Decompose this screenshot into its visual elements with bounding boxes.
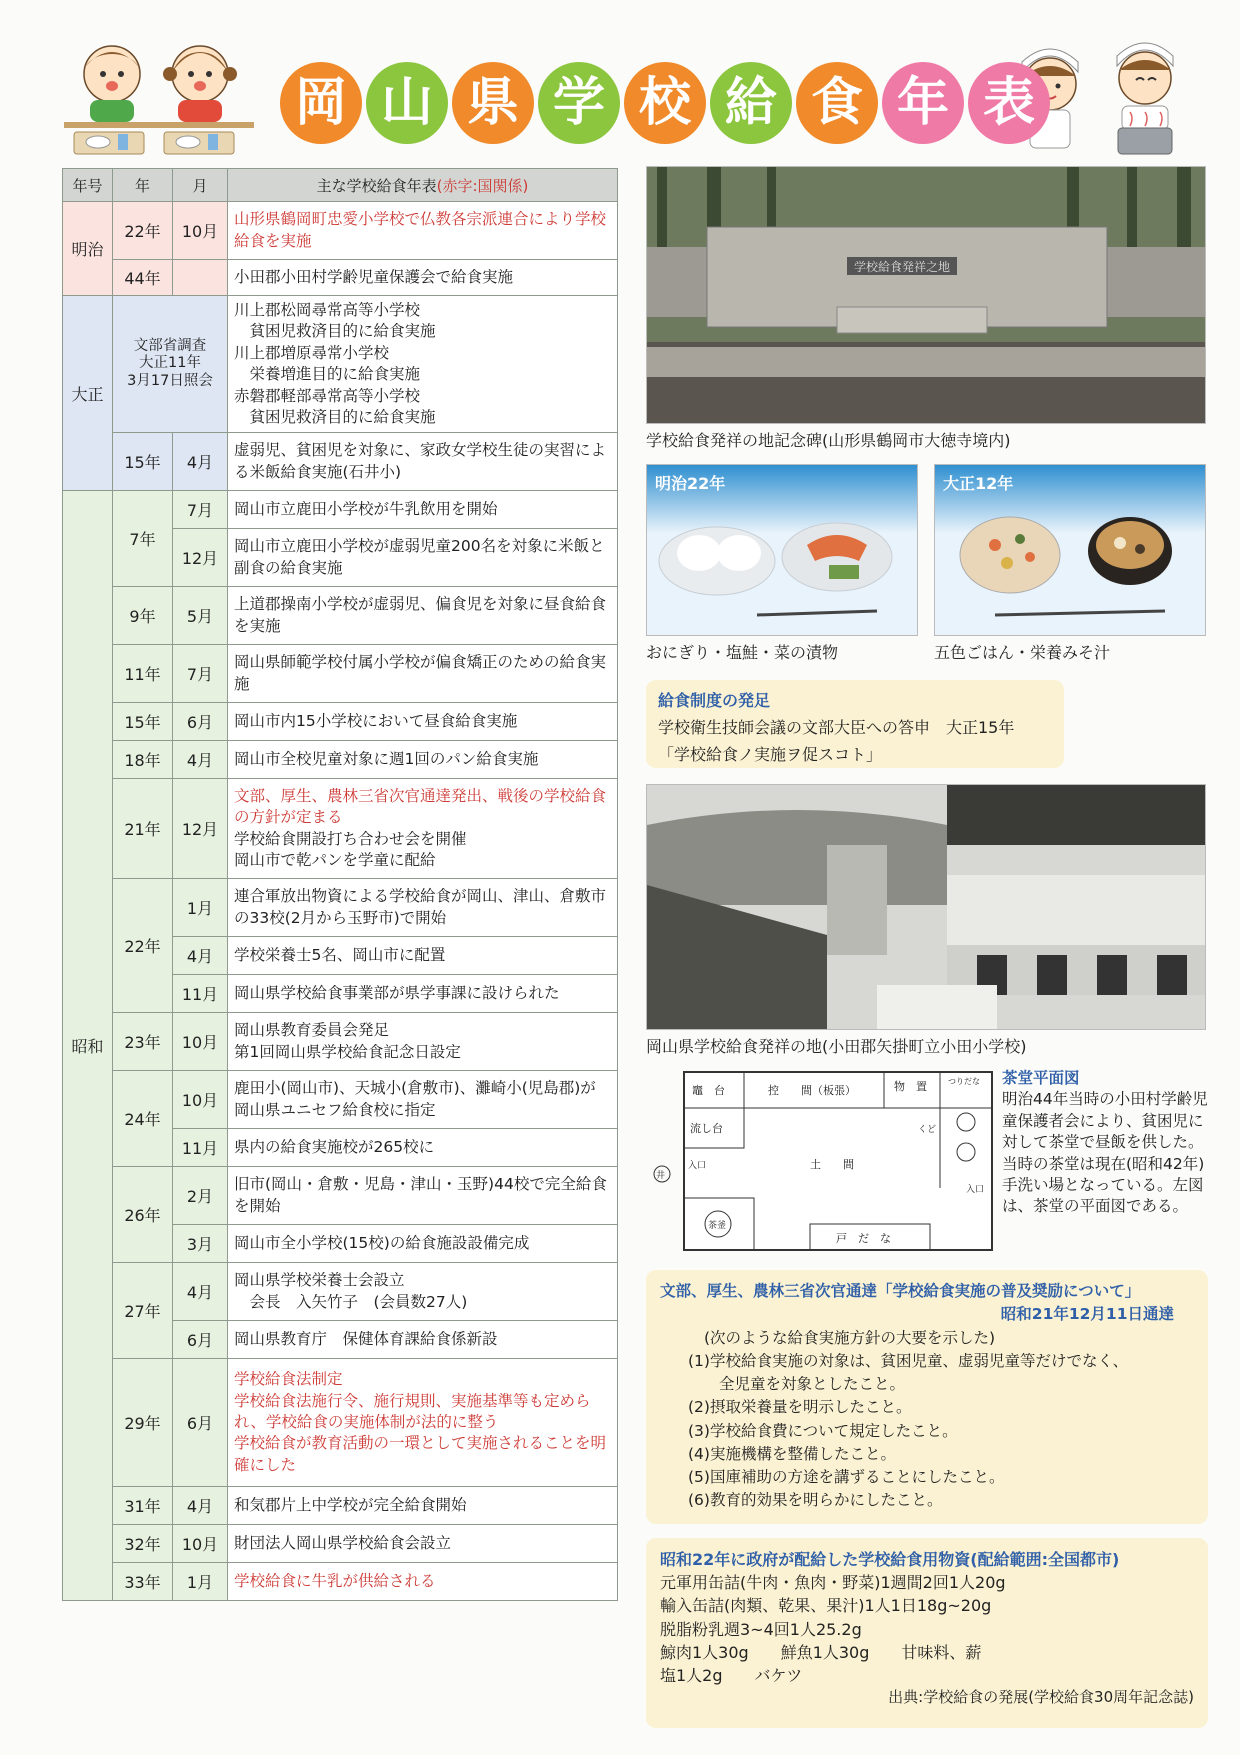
title-char: 岡 [280, 62, 362, 144]
oda-school-caption: 岡山県学校給食発祥の地(小田郡矢掛町立小田小学校) [646, 1037, 1027, 1056]
month-cell: 3月 [173, 1225, 228, 1263]
table-row [63, 202, 618, 260]
plan-entrance-right-label: 入口 [966, 1185, 985, 1195]
plan-room-label: 控 間（板張） [768, 1084, 856, 1097]
month-cell: 6月 [173, 1321, 228, 1359]
monument-photo [646, 166, 1206, 424]
tea-house-description [1002, 1068, 1208, 1218]
list-item: 脱脂粉乳週3~4回1人25.2g [660, 1619, 862, 1639]
monument-plaque-text: 学校給食発祥之地 [853, 260, 951, 274]
month-cell: 11月 [173, 975, 228, 1013]
title-char: 学 [538, 62, 620, 144]
system-start-heading: 給食制度の発足 [658, 691, 771, 710]
ministry-notice-intro: (次のような給食実施方針の大要を示した) [704, 1328, 996, 1347]
month-cell: 4月 [173, 1263, 228, 1321]
table-row [63, 879, 618, 937]
month-cell: 10月 [173, 1525, 228, 1563]
event-cell: 連合軍放出物資による学校給食が岡山、津山、倉敷市の33校(2月から玉野市)で開始 [228, 879, 618, 937]
year-cell: 23年 [113, 1013, 173, 1071]
table-row [63, 433, 618, 491]
supplies-heading: 昭和22年に政府が配給した学校給食用物資(配給範囲:全国都市) [660, 1550, 1120, 1569]
table-row [63, 703, 618, 741]
month-cell: 5月 [173, 587, 228, 645]
tea-house-text: 明治44年当時の小田村学齢児童保護者会により、貧困児に対して茶堂で昼飯を供した。当時の茶堂は現在(昭和42年)手洗い場となっている。左図は、茶堂の平面図である。 [1002, 1090, 1208, 1216]
system-start-box [646, 680, 1064, 768]
event-cell: 上道郡操南小学校が虚弱児、偏食児を対象に昼食給食を実施 [228, 587, 618, 645]
taisho-meal-photo [934, 464, 1206, 636]
plan-door-label: 戸 だ な [836, 1232, 891, 1245]
year-cell: 7年 [113, 491, 173, 587]
event-cell: 学校給食法制定 学校給食法施行令、施行規則、実施基準等も定められ、学校給食の実施体制が法的に整う 学校給食が教育活動の一環として実施されることを明確にした [228, 1359, 618, 1487]
list-item: 塩1人2g バケツ [660, 1665, 803, 1685]
year-cell: 27年 [113, 1263, 173, 1359]
page-title [280, 62, 1050, 146]
table-row [63, 779, 618, 879]
meiji-tag: 明治22年 [655, 474, 726, 493]
header-era: 年号 [63, 169, 113, 202]
event-cell: 岡山県師範学校付属小学校が偏食矯正のための給食実施 [228, 645, 618, 703]
supplies-source: 出典:学校給食の発展(学校給食30周年記念誌) [888, 1688, 1194, 1707]
survey-cell: 文部省調査 大正11年 3月17日照会 [113, 296, 228, 433]
event-cell: 岡山県学校給食事業部が県学事課に設けられた [228, 975, 618, 1013]
event-cell: 岡山市全小学校(15校)の給食施設設備完成 [228, 1225, 618, 1263]
event-cell: 岡山市立鹿田小学校が虚弱児童200名を対象に米飯と副食の給食実施 [228, 529, 618, 587]
event-cell: 岡山県教育庁 保健体育課給食係新設 [228, 1321, 618, 1359]
list-item: (5)国庫補助の方途を講ずることにしたこと。 [688, 1468, 1005, 1486]
month-cell: 7月 [173, 645, 228, 703]
plan-earth-label: 土 間 [810, 1158, 854, 1171]
event-cell: 岡山市全校児童対象に週1回のパン給食実施 [228, 741, 618, 779]
timeline-table [62, 168, 618, 1601]
ministry-notice-date: 昭和21年12月11日通達 [1000, 1305, 1174, 1324]
table-row [63, 1071, 618, 1129]
ministry-notice-heading: 文部、厚生、農林三省次官通達「学校給食実施の普及奨励について」 [660, 1282, 1141, 1300]
year-cell: 15年 [113, 703, 173, 741]
children-eating-illustration [60, 38, 260, 156]
plan-entrance-left-label: 入口 [688, 1161, 707, 1171]
table-row [63, 1563, 618, 1601]
month-cell: 10月 [173, 1071, 228, 1129]
event-cell: 財団法人岡山県学校給食会設立 [228, 1525, 618, 1563]
title-char: 山 [366, 62, 448, 144]
event-cell [228, 779, 618, 879]
table-header-row [63, 169, 618, 202]
month-cell: 11月 [173, 1129, 228, 1167]
title-char: 年 [882, 62, 964, 144]
event-cell: 旧市(岡山・倉敷・児島・津山・玉野)44校で完全給食を開始 [228, 1167, 618, 1225]
year-cell: 33年 [113, 1563, 173, 1601]
plan-cauldron-label: 茶釜 [708, 1221, 727, 1231]
year-cell: 18年 [113, 741, 173, 779]
table-row [63, 1487, 618, 1525]
year-cell: 31年 [113, 1487, 173, 1525]
list-item: (2)摂取栄養量を明示したこと。 [688, 1398, 912, 1417]
event-cell: 鹿田小(岡山市)、天城小(倉敷市)、灘崎小(児島郡)が岡山県ユニセフ給食校に指定 [228, 1071, 618, 1129]
meiji-meal-photo [646, 464, 918, 636]
table-row [63, 296, 618, 433]
year-cell: 22年 [113, 879, 173, 1013]
header-event: 主な学校給食年表(赤字:国関係) [228, 169, 618, 202]
oda-school-photo [646, 784, 1206, 1030]
floor-plan [650, 1068, 996, 1258]
month-cell: 4月 [173, 1487, 228, 1525]
title-char: 県 [452, 62, 534, 144]
header-month: 月 [173, 169, 228, 202]
table-row [63, 1167, 618, 1225]
plan-cupboard-label: くど [918, 1125, 937, 1135]
event-cell: 小田郡小田村学齢児童保護会で給食実施 [228, 260, 618, 296]
month-cell: 12月 [173, 529, 228, 587]
list-item: (3)学校給食費について規定したこと。 [688, 1421, 958, 1440]
monument-caption: 学校給食発祥の地記念碑(山形県鶴岡市大徳寺境内) [646, 431, 1011, 450]
month-cell: 10月 [173, 202, 228, 260]
table-row [63, 1359, 618, 1487]
ministry-notice-list [660, 1350, 1194, 1513]
list-item: (1)学校給食実施の対象は、貧困児童、虚弱児童等だけでなく、 [688, 1351, 1129, 1370]
title-char: 給 [710, 62, 792, 144]
year-cell: 29年 [113, 1359, 173, 1487]
plan-well-label: 井 [656, 1171, 666, 1181]
table-row [63, 1525, 618, 1563]
list-item: 元軍用缶詰(牛肉・魚肉・野菜)1週間2回1人20g [660, 1573, 1006, 1593]
supplies-box [646, 1538, 1208, 1728]
month-cell: 1月 [173, 1563, 228, 1601]
year-cell: 24年 [113, 1071, 173, 1167]
plan-hearth-label: 竈 台 [692, 1084, 725, 1097]
event-text-red: 文部、厚生、農林三省次官通達発出、戦後の学校給食の方針が定まる [234, 787, 607, 827]
month-cell: 1月 [173, 879, 228, 937]
month-cell: 4月 [173, 937, 228, 975]
year-cell: 9年 [113, 587, 173, 645]
event-cell: 岡山市立鹿田小学校が牛乳飲用を開始 [228, 491, 618, 529]
title-char: 食 [796, 62, 878, 144]
plan-shelf-label: つりだな [948, 1077, 980, 1086]
year-cell: 26年 [113, 1167, 173, 1263]
taisho-tag: 大正12年 [943, 474, 1014, 493]
table-row [63, 260, 618, 296]
tea-house-heading: 茶堂平面図 [1002, 1069, 1080, 1087]
ministry-notice-box [646, 1270, 1208, 1524]
event-cell: 学校栄養士5名、岡山市に配置 [228, 937, 618, 975]
list-item: 鯨肉1人30g 鮮魚1人30g 甘味料、薪 [660, 1642, 982, 1662]
month-cell: 10月 [173, 1013, 228, 1071]
table-row [63, 491, 618, 529]
month-cell: 2月 [173, 1167, 228, 1225]
event-cell: 川上郡松岡尋常高等小学校 貧困児救済目的に給食実施 川上郡増原尋常小学校 栄養増進目的に給食実施 赤磐郡軽部尋常高等小学校 貧困児救済目的に給食実施 [228, 296, 618, 433]
era-showa: 昭和 [63, 491, 113, 1601]
plan-storage-label: 物 置 [894, 1080, 927, 1093]
event-cell: 学校給食に牛乳が供給される [228, 1563, 618, 1601]
month-cell: 7月 [173, 491, 228, 529]
year-cell: 44年 [113, 260, 173, 296]
year-cell: 15年 [113, 433, 173, 491]
table-row [63, 741, 618, 779]
event-cell: 岡山県学校栄養士会設立 会長 入矢竹子 (会員数27人) [228, 1263, 618, 1321]
header-year: 年 [113, 169, 173, 202]
event-cell: 山形県鶴岡町忠愛小学校で仏教各宗派連合により学校給食を実施 [228, 202, 618, 260]
list-item: (6)教育的効果を明らかにしたこと。 [688, 1491, 943, 1510]
table-row [63, 587, 618, 645]
year-cell: 22年 [113, 202, 173, 260]
event-text: 学校給食開設打ち合わせ会を開催 岡山市で乾パンを学童に配給 [234, 829, 467, 870]
meiji-meal-caption: おにぎり・塩鮭・菜の漬物 [646, 643, 839, 662]
table-row [63, 1013, 618, 1071]
month-cell: 12月 [173, 779, 228, 879]
era-taisho: 大正 [63, 296, 113, 491]
month-cell: 6月 [173, 1359, 228, 1487]
list-item: 全児童を対象としたこと。 [688, 1375, 906, 1393]
plan-sink-label: 流し台 [690, 1122, 723, 1135]
event-cell: 岡山県教育委員会発足 第1回岡山県学校給食記念日設定 [228, 1013, 618, 1071]
system-start-line1: 学校衛生技師会議の文部大臣への答申 大正15年 [658, 718, 1015, 737]
year-cell: 32年 [113, 1525, 173, 1563]
taisho-meal-caption: 五色ごはん・栄養みそ汁 [934, 643, 1111, 662]
list-item: 輸入缶詰(肉類、乾果、果汁)1人1日18g~20g [660, 1596, 992, 1616]
event-cell: 県内の給食実施校が265校に [228, 1129, 618, 1167]
table-row [63, 645, 618, 703]
year-cell: 11年 [113, 645, 173, 703]
event-cell: 和気郡片上中学校が完全給食開始 [228, 1487, 618, 1525]
title-char: 校 [624, 62, 706, 144]
month-cell: 6月 [173, 703, 228, 741]
list-item: (4)実施機構を整備したこと。 [688, 1444, 896, 1463]
table-row [63, 1263, 618, 1321]
month-cell: 4月 [173, 433, 228, 491]
event-cell: 虚弱児、貧困児を対象に、家政女学校生徒の実習による米飯給食実施(石井小) [228, 433, 618, 491]
event-cell: 岡山市内15小学校において昼食給食実施 [228, 703, 618, 741]
month-cell [173, 260, 228, 296]
month-cell: 4月 [173, 741, 228, 779]
system-start-line2: 「学校給食ノ実施ヲ促スコト」 [658, 745, 883, 764]
title-char: 表 [968, 62, 1050, 144]
year-cell: 21年 [113, 779, 173, 879]
era-meiji: 明治 [63, 202, 113, 296]
